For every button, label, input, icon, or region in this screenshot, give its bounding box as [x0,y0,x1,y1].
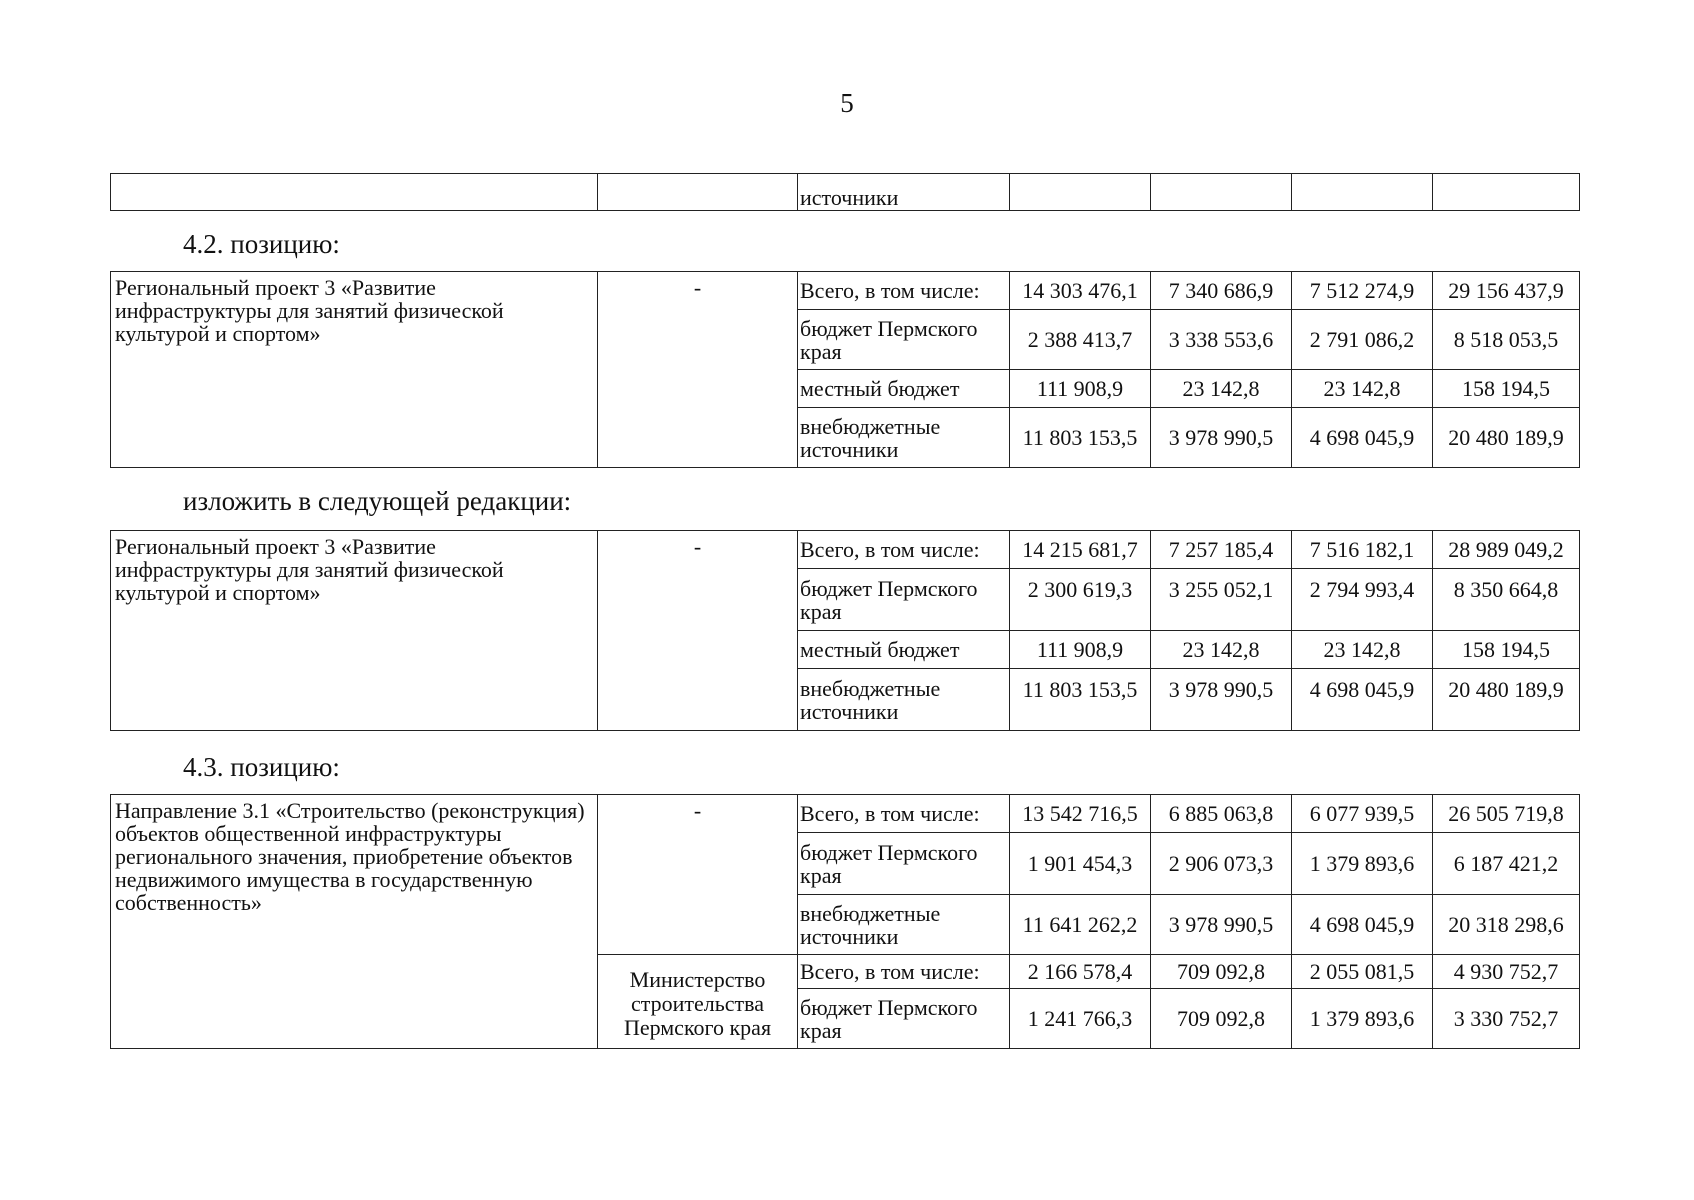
value-cell: 23 142,8 [1151,370,1292,408]
value-cell: 29 156 437,9 [1433,272,1580,310]
project-name: Региональный проект 3 «Развитие инфраструктуры для занятий физической культурой и спортом» [111,272,598,468]
value-cell: 11 803 153,5 [1010,669,1151,731]
table-4-3 [110,794,1580,1049]
value-cell: 13 542 716,5 [1010,795,1151,833]
value-cell: 4 698 045,9 [1292,408,1433,468]
source-label: внебюджетные источники [798,895,1010,955]
value-cell: 1 379 893,6 [1292,989,1433,1049]
value-cell: 2 794 993,4 [1292,569,1433,631]
value-cell: 2 791 086,2 [1292,310,1433,370]
value-cell: 158 194,5 [1433,370,1580,408]
fragment-name-cell [111,174,598,211]
responsible: - [598,272,798,468]
value-cell: 111 908,9 [1010,631,1151,669]
value-cell: 20 318 298,6 [1433,895,1580,955]
value-cell: 8 518 053,5 [1433,310,1580,370]
value-cell: 20 480 189,9 [1433,669,1580,731]
value-cell: 3 338 553,6 [1151,310,1292,370]
value-cell: 4 930 752,7 [1433,955,1580,989]
section-heading-4-3: 4.3. позицию: [183,752,340,782]
value-cell: 11 641 262,2 [1010,895,1151,955]
value-cell: 3 330 752,7 [1433,989,1580,1049]
value-cell: 2 055 081,5 [1292,955,1433,989]
value-cell: 14 303 476,1 [1010,272,1151,310]
value-cell: 3 978 990,5 [1151,408,1292,468]
value-cell: 158 194,5 [1433,631,1580,669]
project-name: Региональный проект 3 «Развитие инфраструктуры для занятий физической культурой и спортом» [111,531,598,731]
responsible: - [598,531,798,731]
value-cell: 1 901 454,3 [1010,833,1151,895]
value-cell: 6 187 421,2 [1433,833,1580,895]
fragment-responsible-cell [598,174,798,211]
fragment-value-cell [1151,174,1292,211]
source-label: бюджет Пермского края [798,833,1010,895]
value-cell: 2 166 578,4 [1010,955,1151,989]
value-cell: 7 512 274,9 [1292,272,1433,310]
source-label: Всего, в том числе: [798,531,1010,569]
value-cell: 709 092,8 [1151,955,1292,989]
source-label: местный бюджет [798,370,1010,408]
value-cell: 2 300 619,3 [1010,569,1151,631]
value-cell: 3 255 052,1 [1151,569,1292,631]
value-cell: 26 505 719,8 [1433,795,1580,833]
value-cell: 6 885 063,8 [1151,795,1292,833]
value-cell: 4 698 045,9 [1292,669,1433,731]
value-cell: 23 142,8 [1292,631,1433,669]
section-heading-4-2: 4.2. позицию: [183,229,340,259]
table-4-2-old [110,271,1580,468]
value-cell: 3 978 990,5 [1151,895,1292,955]
value-cell: 4 698 045,9 [1292,895,1433,955]
top-fragment-table [110,173,1580,211]
source-label: Всего, в том числе: [798,272,1010,310]
fragment-source: источники [798,174,1010,211]
direction-name: Направление 3.1 «Строительство (реконструкция) объектов общественной инфраструктуры регионального значения, приобретение объектов недвижимого имущества в государственную собственность» [111,795,598,1049]
value-cell: 111 908,9 [1010,370,1151,408]
value-cell: 23 142,8 [1292,370,1433,408]
value-cell: 2 388 413,7 [1010,310,1151,370]
value-cell: 7 340 686,9 [1151,272,1292,310]
table-4-2-new [110,530,1580,731]
fragment-value-cell [1433,174,1580,211]
value-cell: 1 241 766,3 [1010,989,1151,1049]
source-label: бюджет Пермского края [798,989,1010,1049]
source-label: бюджет Пермского края [798,569,1010,631]
value-cell: 23 142,8 [1151,631,1292,669]
source-label: местный бюджет [798,631,1010,669]
value-cell: 8 350 664,8 [1433,569,1580,631]
fragment-value-cell [1292,174,1433,211]
sub-responsible: Министерство строительства Пермского края [598,955,798,1049]
value-cell: 2 906 073,3 [1151,833,1292,895]
value-cell: 20 480 189,9 [1433,408,1580,468]
fragment-value-cell [1010,174,1151,211]
source-label: внебюджетные источники [798,669,1010,731]
value-cell: 7 516 182,1 [1292,531,1433,569]
value-cell: 1 379 893,6 [1292,833,1433,895]
value-cell: 28 989 049,2 [1433,531,1580,569]
value-cell: 709 092,8 [1151,989,1292,1049]
page-number: 5 [840,88,854,118]
value-cell: 3 978 990,5 [1151,669,1292,731]
value-cell: 14 215 681,7 [1010,531,1151,569]
source-label: Всего, в том числе: [798,955,1010,989]
source-label: Всего, в том числе: [798,795,1010,833]
source-label: бюджет Пермского края [798,310,1010,370]
section-heading-new-edition: изложить в следующей редакции: [183,486,572,516]
value-cell: 6 077 939,5 [1292,795,1433,833]
source-label: внебюджетные источники [798,408,1010,468]
value-cell: 11 803 153,5 [1010,408,1151,468]
responsible: - [598,795,798,955]
value-cell: 7 257 185,4 [1151,531,1292,569]
